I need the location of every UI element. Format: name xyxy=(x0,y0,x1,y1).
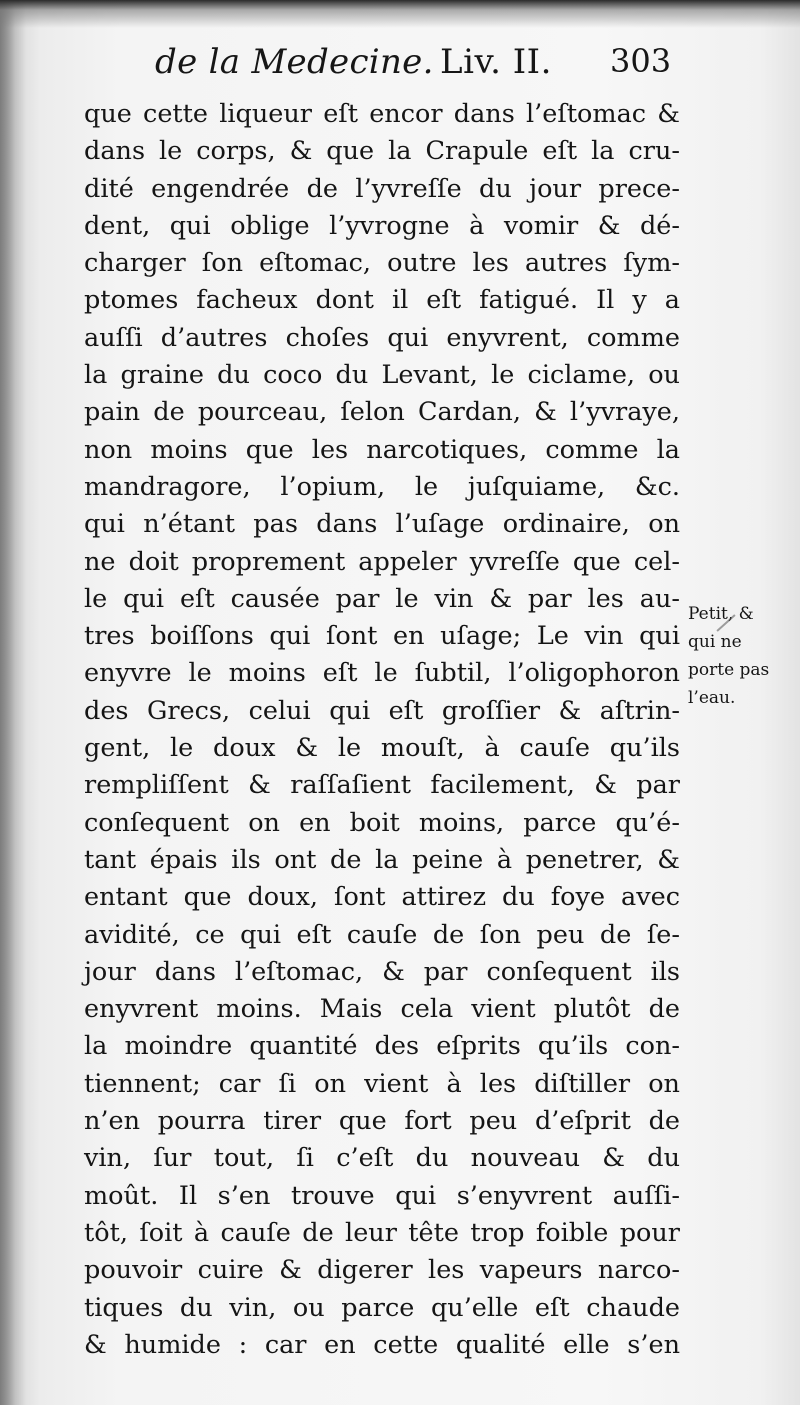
text-line: rempliſſent & raſſaſient facilement, & par xyxy=(84,770,680,801)
margin-note-line: qui ne xyxy=(688,632,742,652)
margin-note xyxy=(688,600,792,712)
text-line: mandragore, l’opium, le juſquiame, &c. xyxy=(84,471,680,502)
text-line: dent, qui oblige l’yvrogne à vomir & dé- xyxy=(84,210,680,241)
text-line: avidité, ce qui eſt cauſe de ſon peu de ſe- xyxy=(84,919,680,950)
text-line: tiennent; car ſi on vient à les diſtiller on xyxy=(84,1068,680,1099)
text-line: la moindre quantité des eſprits qu’ils con- xyxy=(84,1031,680,1062)
page-number: 303 xyxy=(610,42,672,80)
text-line: tiques du vin, ou parce qu’elle eſt chaude xyxy=(84,1292,680,1323)
text-line: jour dans l’eſtomac, & par conſequent ils xyxy=(84,956,680,987)
text-line: la graine du coco du Levant, le ciclame, ou xyxy=(84,360,680,391)
text-line: & humide : car en cette qualité elle s’en xyxy=(84,1329,680,1360)
text-line: qui n’étant pas dans l’uſage ordinaire, on xyxy=(84,509,680,540)
text-line: gent, le doux & le mouſt, à cauſe qu’ils xyxy=(84,733,680,764)
margin-note-line: l’eau. xyxy=(688,688,736,708)
text-line: charger ſon eſtomac, outre les autres ſym- xyxy=(84,248,680,279)
text-line: vin, ſur tout, ſi c’eſt du nouveau & du xyxy=(84,1143,680,1174)
text-line: le qui eſt causée par le vin & par les au- xyxy=(84,583,680,614)
text-line: tant épais ils ont de la peine à penetrer, & xyxy=(84,844,680,875)
text-line: enyvrent moins. Mais cela vient plutôt de xyxy=(84,994,680,1025)
body-text xyxy=(84,96,680,1364)
margin-note-line: Petit, & xyxy=(688,604,754,624)
text-line: n’en pourra tirer que fort peu d’eſprit de xyxy=(84,1106,680,1137)
text-line: tres boiſſons qui ſont en uſage; Le vin qui xyxy=(84,621,680,652)
text-line: pain de pourceau, ſelon Cardan, & l’yvraye, xyxy=(84,397,680,428)
running-head-title: de la Medecine. xyxy=(155,42,434,82)
text-line: non moins que les narcotiques, comme la xyxy=(84,434,680,465)
text-line: que cette liqueur eſt encor dans l’eſtomac & xyxy=(84,99,680,129)
gutter-shadow xyxy=(0,0,26,1405)
text-line: tôt, ſoit à cauſe de leur tête trop foible pour xyxy=(84,1217,680,1248)
text-line: des Grecs, celui qui eſt groſſier & aſtrin- xyxy=(84,695,680,726)
text-line: moût. Il s’en trouve qui s’enyvrent auſſi- xyxy=(84,1180,680,1211)
text-line: conſequent on en boit moins, parce qu’é- xyxy=(84,807,680,838)
running-head-book: Liv. II. xyxy=(440,42,552,82)
text-line: pouvoir cuire & digerer les vapeurs narco- xyxy=(84,1255,680,1286)
top-edge-shadow xyxy=(0,0,800,28)
text-line: ne doit proprement appeler yvreſſe que cel- xyxy=(84,546,680,577)
text-line: auſſi d’autres choſes qui enyvrent, comme xyxy=(84,322,680,353)
running-head xyxy=(155,42,675,94)
text-line: dité engendrée de l’yvreſſe du jour prece- xyxy=(84,173,680,204)
text-line: dans le corps, & que la Crapule eſt la cru- xyxy=(84,136,680,167)
text-line: ptomes facheux dont il eſt fatigué. Il y a xyxy=(84,285,680,316)
text-line: enyvre le moins eſt le ſubtil, l’oligophoron xyxy=(84,658,680,689)
text-line: entant que doux, ſont attirez du foye avec xyxy=(84,882,680,913)
margin-note-line: porte pas xyxy=(688,660,770,680)
